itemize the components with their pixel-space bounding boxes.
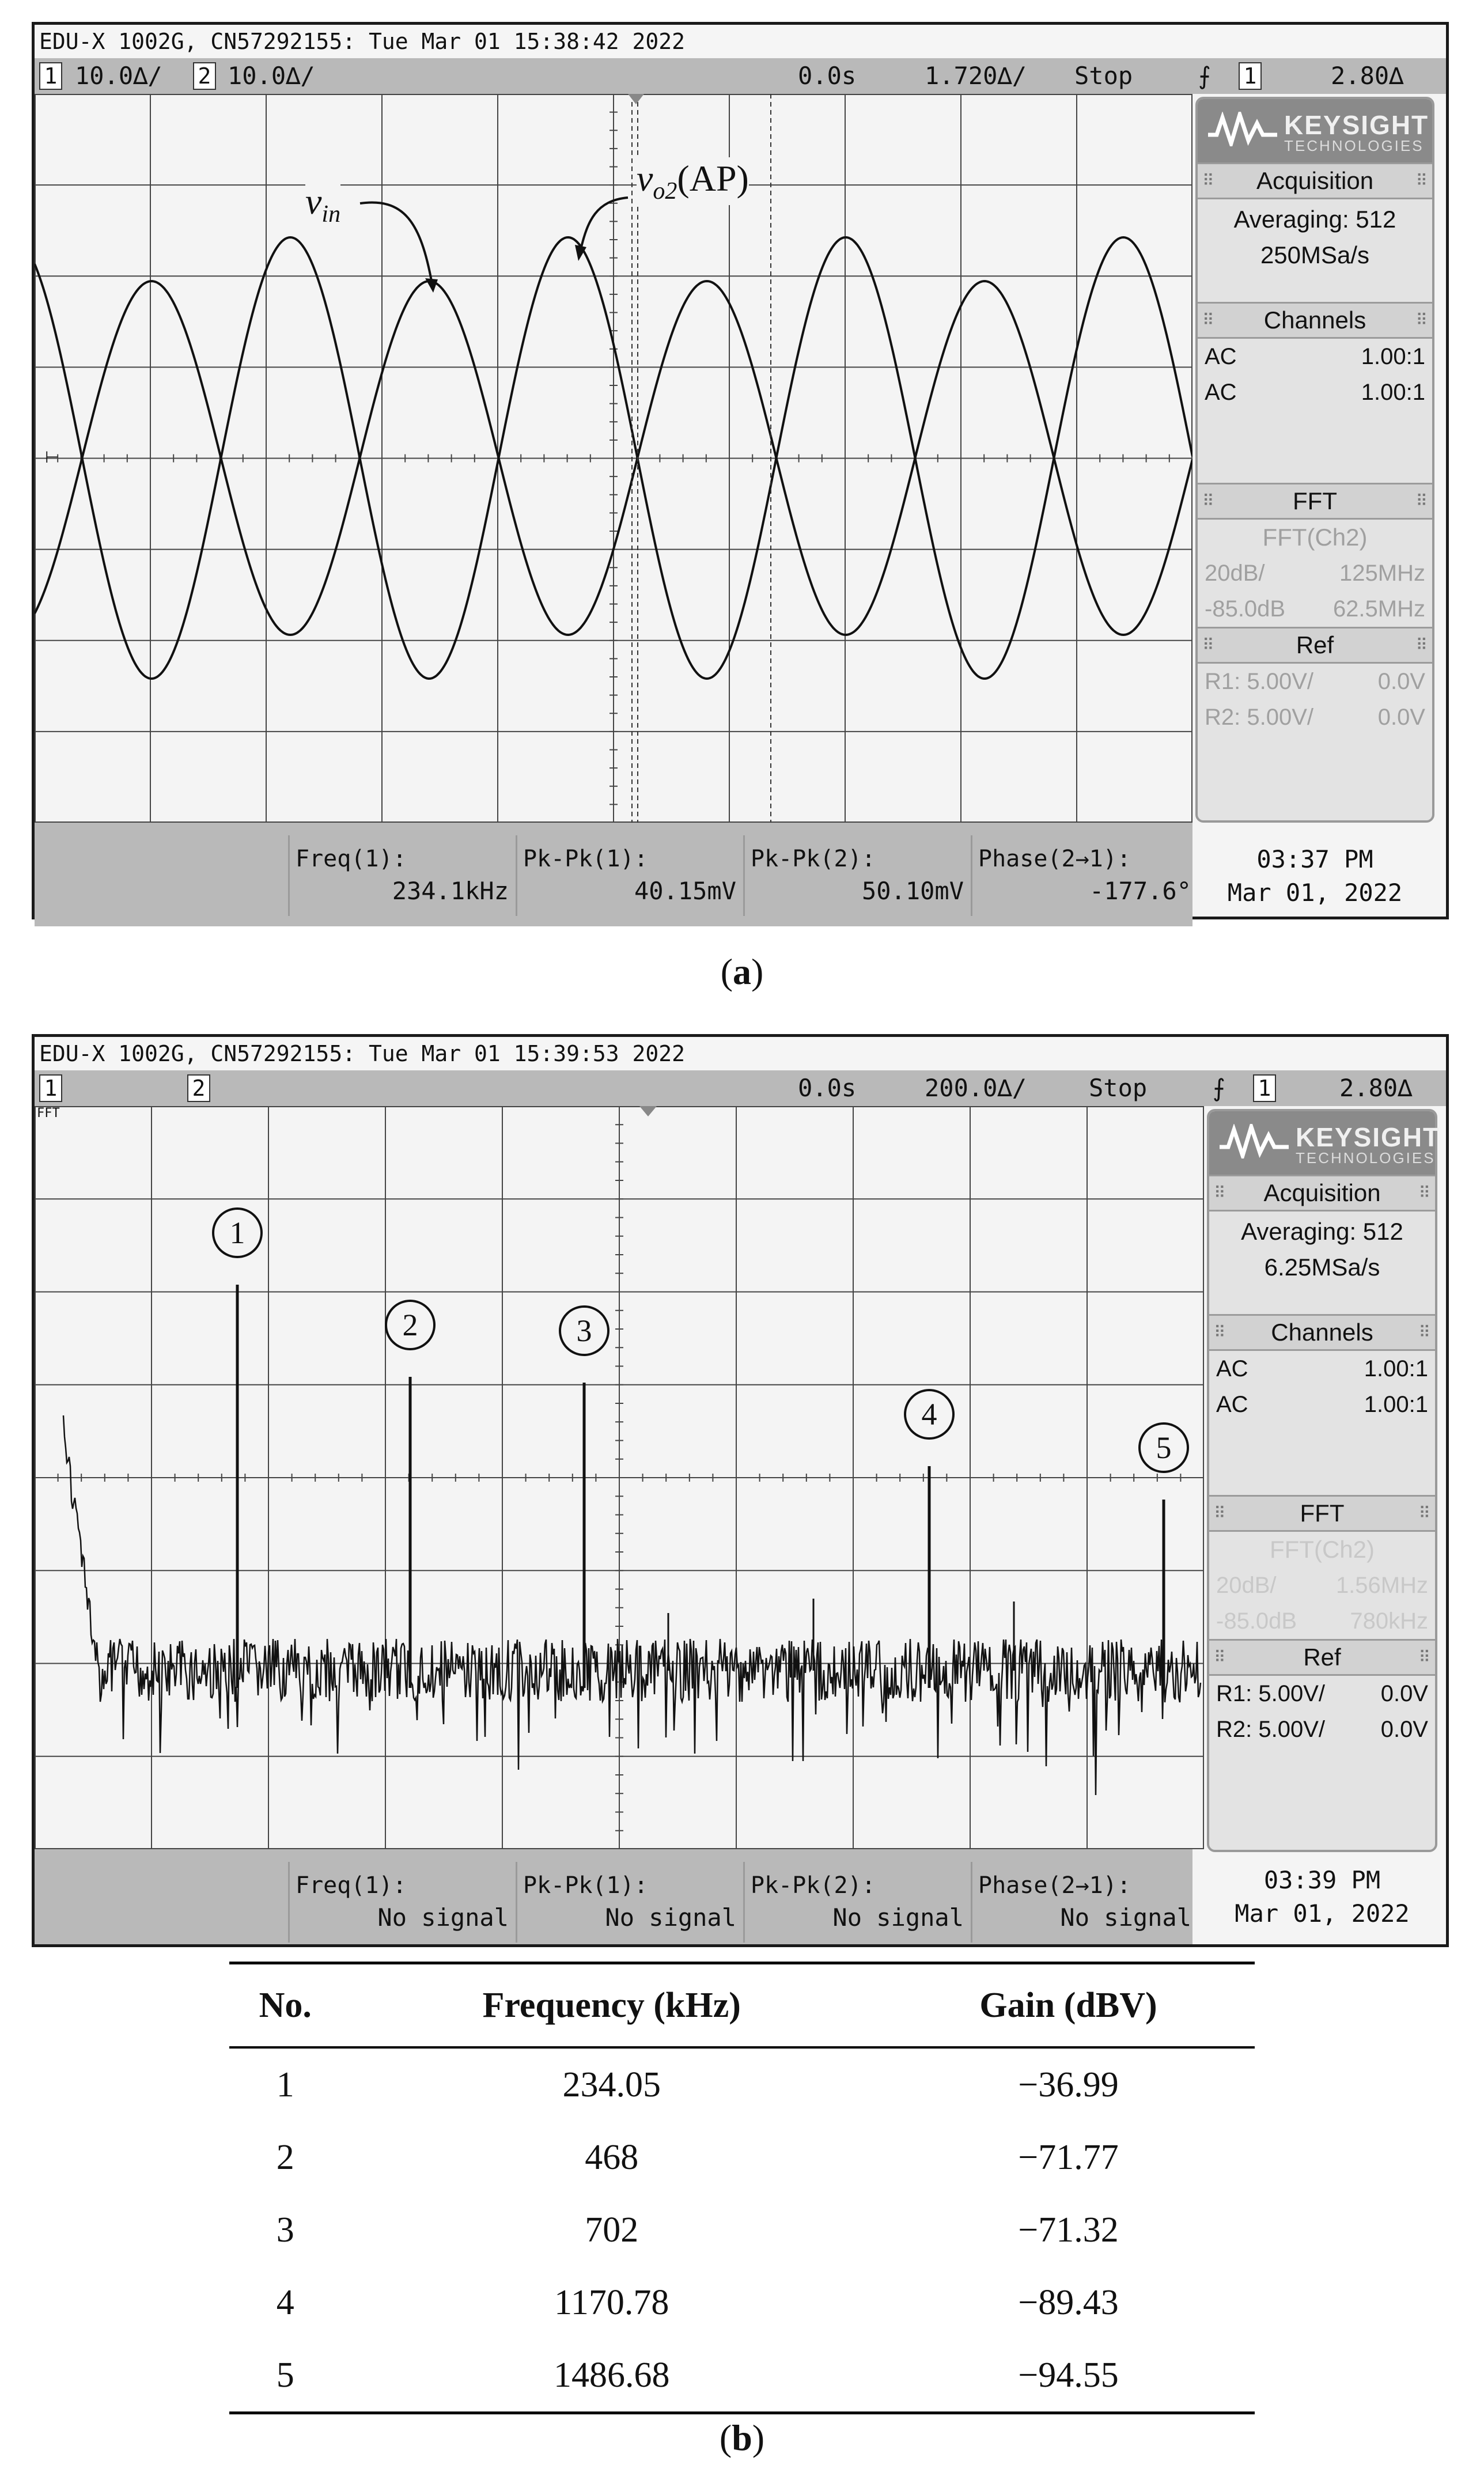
channel-1-indicator[interactable]: 1 [39,62,62,90]
fft-scale: 20dB/ [1205,561,1265,586]
acquisition-header[interactable]: ⠿ Acquisition ⠿ [1209,1175,1435,1212]
fft-spectrum-trace [63,1415,1201,1795]
averaging-value: Averaging: 512 [1241,1218,1403,1245]
harmonics-table [229,1962,1255,2414]
channel-row: AC 1.00:1 [1216,1392,1428,1417]
measurement-freq: Freq(1): 234.1kHz [288,835,514,916]
peak-marker-label: 4 [921,1397,937,1432]
measurement-pkpk2: Pk-Pk(2): No signal [743,1862,970,1943]
measurement-pkpk1: Pk-Pk(1): No signal [516,1862,742,1943]
table-header: Frequency (kHz) [341,1963,882,2048]
clock-time: 03:37 PM [1256,845,1373,873]
peak-marker-label: 3 [576,1313,592,1348]
trigger-level: 2.80∆ [1331,62,1404,90]
timebase-value: 200.0∆/ [925,1074,1027,1102]
arrow-vo2 [581,198,628,249]
table-row: 3 702 −71.32 [276,2210,1119,2250]
scope-status-bar [35,58,1446,94]
keysight-logo: KEYSIGHT TECHNOLOGIES [1198,99,1432,162]
fft-center: 780kHz [1350,1608,1428,1634]
clock [1195,831,1434,941]
table-header: Gain (dBV) [882,1963,1255,2048]
waveform-display [35,94,1192,823]
oscilloscope-screen-b [32,1034,1449,1947]
channels-header[interactable]: ⠿ Channels ⠿ [1209,1314,1435,1351]
sample-rate-value: 6.25MSa/s [1264,1254,1380,1281]
side-panel: KEYSIGHT TECHNOLOGIES ⠿ Acquisition ⠿ Averaging: 512 250MSa/s ⠿ Channels ⠿ AC 1.00:1 AC 1.00:1 ⠿ FFT ⠿ FFT(Ch2) 20dB/ 125MHz -85.0dB 62.5MHz ⠿ Ref ⠿ R1: 5.00V/ 0.0V R2: 5.00V/ 0.0V [1195,97,1434,823]
trigger-level: 2.80∆ [1339,1074,1413,1102]
clock-date: Mar 01, 2022 [1235,1899,1410,1928]
measurement-phase: Phase(2→1): -177.6° [971,835,1197,916]
keysight-wave-icon [1208,112,1277,146]
table-row: 5 1486.68 −94.55 [229,2339,1255,2413]
vo2-annotation: $v_{o2}(AP)$ [637,158,749,205]
trigger-edge-icon: ⨍ [1213,1074,1225,1102]
measurement-bar [35,1849,1192,1944]
channel-row: AC 1.00:1 [1205,344,1425,369]
trigger-position-marker [639,1106,657,1116]
fft-center: 62.5MHz [1332,596,1425,622]
fft-source: FFT(Ch2) [1262,524,1368,551]
trigger-position-marker [628,94,644,104]
timebase-value: 1.720∆/ [925,62,1027,90]
delay-value: 0.0s [798,1074,857,1102]
fft-source: FFT(Ch2) [1270,1536,1375,1563]
channel-2-scale: 10.0∆/ [228,62,315,90]
fft-offset: -85.0dB [1205,596,1286,622]
clock [1207,1852,1437,1950]
arrowhead-vin [425,278,438,293]
channel-2-indicator[interactable]: 2 [193,62,216,90]
fft-scale: 20dB/ [1216,1573,1277,1598]
measurement-pkpk1: Pk-Pk(1): 40.15mV [516,835,742,916]
channels-header[interactable]: ⠿ Channels ⠿ [1198,302,1432,339]
ref-header[interactable]: ⠿ Ref ⠿ [1198,627,1432,664]
oscilloscope-screen-a [32,22,1449,919]
channel-2-indicator[interactable]: 2 [187,1074,210,1102]
averaging-value: Averaging: 512 [1233,206,1396,233]
measurement-freq: Freq(1): No signal [288,1862,514,1943]
sample-rate-value: 250MSa/s [1260,241,1370,268]
keysight-logo: KEYSIGHT TECHNOLOGIES [1209,1111,1435,1175]
fft-display [35,1106,1204,1849]
channel-row: AC 1.00:1 [1216,1356,1428,1381]
table-row: 1 234.05 −36.99 [276,2065,1119,2104]
run-state[interactable]: Stop [1089,1074,1148,1102]
table-row: 2 468 −71.77 [276,2137,1119,2177]
acquisition-header[interactable]: ⠿ Acquisition ⠿ [1198,162,1432,199]
side-panel: KEYSIGHT TECHNOLOGIES ⠿ Acquisition ⠿ Averaging: 512 6.25MSa/s ⠿ Channels ⠿ AC 1.00:1 AC 1.00:1 ⠿ FFT ⠿ FFT(Ch2) 20dB/ 1.56MHz -85.0dB 780kHz ⠿ Ref ⠿ R1: 5.00V/ 0.0V R2: 5.00V/ 0.0V [1207,1109,1437,1852]
fft-header[interactable]: ⠿ FFT ⠿ [1198,483,1432,520]
arrow-vin [360,203,432,284]
vin-annotation: $v_{in}$ [305,181,341,228]
trigger-source[interactable]: 1 [1239,62,1262,90]
delay-value: 0.0s [798,62,857,90]
fft-offset: -85.0dB [1216,1608,1297,1634]
fft-span: 1.56MHz [1335,1573,1428,1598]
scope-title: EDU-X 1002G, CN57292155: Tue Mar 01 15:39:53 2022 [35,1037,1446,1072]
fft-marker: FFT [37,1106,60,1120]
harmonic-peaks [213,1209,1188,1688]
measurement-bar [35,823,1192,926]
fft-span: 125MHz [1339,561,1425,586]
caption-a: (a) [720,951,764,992]
channel-1-indicator[interactable]: 1 [39,1074,62,1102]
ref-header[interactable]: ⠿ Ref ⠿ [1209,1639,1435,1676]
ground-marker: ⊢ [45,448,59,466]
trigger-edge-icon: ⨍ [1198,62,1211,90]
caption-b: (b) [719,2417,765,2458]
clock-date: Mar 01, 2022 [1227,879,1403,907]
table-row: 4 1170.78 −89.43 [276,2282,1119,2322]
peak-marker-label: 2 [402,1308,418,1342]
peak-marker-label: 1 [229,1216,245,1250]
run-state[interactable]: Stop [1074,62,1133,90]
table-header: No. [229,1963,341,2048]
trigger-source[interactable]: 1 [1253,1074,1276,1102]
clock-time: 03:39 PM [1263,1866,1381,1894]
peak-marker-label: 5 [1156,1430,1172,1465]
fft-header[interactable]: ⠿ FFT ⠿ [1209,1495,1435,1532]
graticule [35,94,1192,823]
measurement-phase: Phase(2→1): No signal [971,1862,1197,1943]
measurement-pkpk2: Pk-Pk(2): 50.10mV [743,835,970,916]
scope-title: EDU-X 1002G, CN57292155: Tue Mar 01 15:38:42 2022 [35,25,1446,60]
channel-row: AC 1.00:1 [1205,380,1425,405]
channel-1-scale: 10.0∆/ [75,62,162,90]
scope-status-bar [35,1070,1446,1106]
keysight-wave-icon [1220,1124,1289,1159]
